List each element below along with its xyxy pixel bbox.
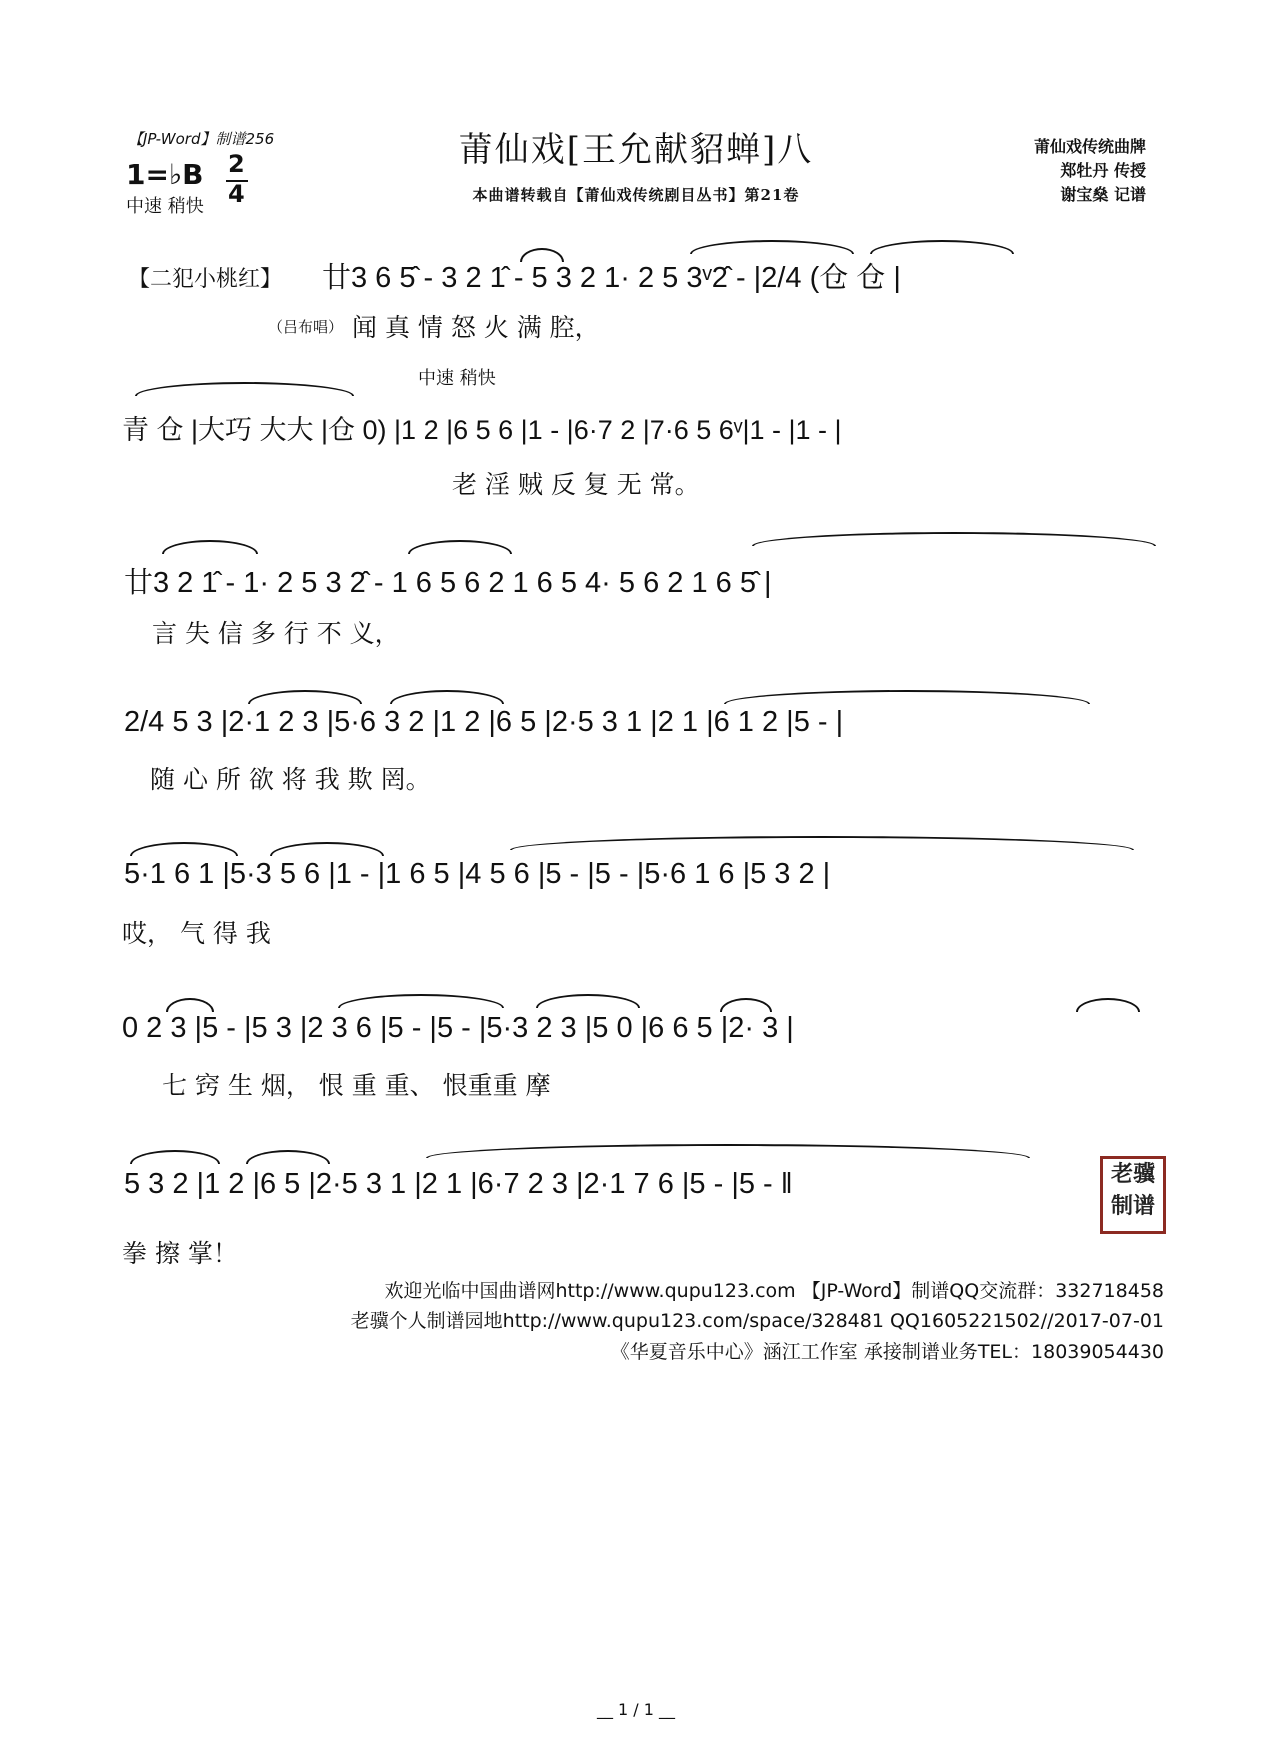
- page-title: 莆仙戏[王允献貂蝉]八: [458, 130, 814, 170]
- slur: [510, 836, 1134, 850]
- slur: [130, 1150, 220, 1164]
- tempo-marking: 中速 稍快: [126, 196, 204, 217]
- slur: [130, 842, 238, 856]
- slur: [720, 998, 772, 1012]
- key-signature: 1=♭B: [126, 158, 204, 191]
- notation-line-7: 5 3 2 |1 2 |6 5 |2·5 3 1 |2 1 |6·7 2 3 |2·1 7 6 |5 - |5 - ‖: [124, 1168, 793, 1200]
- lyrics-line-3: 言 失 信 多 行 不 义，: [152, 619, 400, 648]
- slur: [1076, 998, 1140, 1012]
- lyrics-line-5: 哎， 气 得 我: [122, 919, 271, 948]
- stamp-line: 老骥: [1110, 1162, 1155, 1187]
- meter-top: 2: [228, 150, 245, 178]
- credit-line: 莆仙戏传统曲牌: [1033, 137, 1146, 156]
- slur: [390, 690, 504, 704]
- tempo-marking-2: 中速 稍快: [418, 368, 496, 389]
- lyrics-line-6: 七 窍 生 烟， 恨 重 重、 恨重重 摩: [162, 1071, 551, 1100]
- lyrics-line-2: 老 淫 贼 反 复 无 常。: [452, 470, 700, 499]
- slur: [408, 540, 512, 554]
- slur: [135, 382, 354, 396]
- slur: [520, 248, 564, 262]
- slur: [426, 1144, 1030, 1158]
- slur: [752, 532, 1156, 546]
- lyrics-line-4: 随 心 所 欲 将 我 欺 罔。: [150, 765, 431, 794]
- notation-line-6: 0 2 3 |5 - |5 3 |2 3 6 |5 - |5 - |5·3 2 3 |5 0 |6 6 5 |2· 3 |: [122, 1012, 794, 1044]
- slur: [248, 690, 362, 704]
- notation-line-4: 2/4 5 3 |2·1 2 3 |5·6 3 2 |1 2 |6 5 |2·5 3 1 |2 1 |6 1 2 |5 - |: [124, 706, 844, 738]
- lyrics-line-1: 闻 真 情 怒 火 满 腔，: [352, 313, 600, 342]
- notation-line-3: 廿3 2 1̂ - 1· 2 5 3 2̂ - 1 6 5 6 2 1 6 5 4· 5 6 2 1 6 5̂ |: [124, 567, 772, 599]
- slur: [536, 994, 640, 1008]
- maker-stamp: [1100, 1156, 1166, 1234]
- slur: [690, 240, 854, 254]
- maker-label: 【JP-Word】制谱256: [128, 130, 275, 148]
- slur: [166, 998, 214, 1012]
- page-number: __ 1 / 1 __: [596, 1700, 676, 1719]
- stamp-line: 制谱: [1110, 1194, 1155, 1219]
- notation-line-2: 青 仓 |大巧 大大 |仓 0) |1 2 |6 5 6 |1 - |6·7 2 |7·6 5 6ᵛ|1 - |1 - |: [122, 415, 842, 445]
- notation-line-1: 廿3 6 5̂ - 3 2 1̂ - 5 3 2 1· 2 5 3ᵛ2̂ - |2/4 (仓 仓 |: [322, 262, 901, 294]
- footer-line-2: 老骥个人制谱园地http://www.qupu123.com/space/328481 QQ1605221502//2017-07-01: [350, 1310, 1164, 1332]
- credit-line: 谢宝燊 记谱: [1060, 185, 1146, 204]
- slur: [162, 540, 258, 554]
- slur: [270, 842, 384, 856]
- credits: [980, 135, 1146, 207]
- subtitle: 本曲谱转载自【莆仙戏传统剧目丛书】第21卷: [472, 186, 800, 204]
- notation-line-5: 5·1 6 1 |5·3 5 6 |1 - |1 6 5 |4 5 6 |5 - |5 - |5·6 1 6 |5 3 2 |: [124, 858, 831, 890]
- singer-label: （吕布唱）: [268, 318, 344, 336]
- footer-line-1: 欢迎光临中国曲谱网http://www.qupu123.com 【JP-Word】制谱QQ交流群：332718458: [384, 1280, 1164, 1302]
- section-label: 【二犯小桃红】: [128, 267, 283, 292]
- lyrics-line-7: 拳 擦 掌！: [122, 1239, 238, 1268]
- slur: [870, 240, 1014, 254]
- slur: [338, 994, 504, 1008]
- slur: [724, 690, 1090, 704]
- credit-line: 郑牡丹 传授: [1060, 161, 1146, 180]
- footer-line-3: 《华夏音乐中心》涵江工作室 承接制谱业务TEL：18039054430: [610, 1341, 1164, 1363]
- slur: [246, 1150, 330, 1164]
- meter-bottom: 4: [228, 180, 245, 208]
